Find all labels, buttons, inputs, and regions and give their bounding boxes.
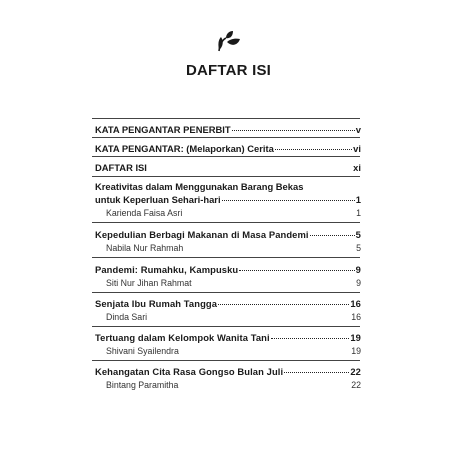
entry-page: v	[355, 124, 361, 135]
toc-author-5	[106, 346, 361, 356]
leader-dots	[218, 304, 349, 305]
entry-title: KATA PENGANTAR: (Melaporkan) Cerita	[95, 143, 274, 154]
toc-entry-3[interactable]	[95, 264, 361, 275]
author-name: Nabila Nur Rahmah	[106, 243, 184, 253]
toc-entry-front-1[interactable]	[95, 124, 361, 135]
author-name: Bintang Paramitha	[106, 380, 179, 390]
author-name: Dinda Sari	[106, 312, 148, 322]
entry-title: Senjata Ibu Rumah Tangga	[95, 298, 218, 309]
leader-dots	[232, 130, 355, 131]
entry-page: 9	[355, 264, 361, 275]
entry-title: Kepedulian Berbagi Makanan di Masa Pandemi	[95, 229, 309, 240]
author-name: Karienda Faisa Asri	[106, 208, 183, 218]
toc-author-2	[106, 243, 361, 253]
leaf-icon	[216, 30, 242, 52]
leader-dots	[239, 270, 354, 271]
divider	[92, 176, 360, 177]
entry-title-line1: Kreativitas dalam Menggunakan Barang Bekas	[95, 181, 304, 192]
divider	[92, 118, 360, 119]
author-page: 16	[351, 312, 361, 322]
entry-page: 1	[355, 194, 361, 205]
toc-entry-6[interactable]	[95, 366, 361, 377]
leader-dots	[284, 372, 349, 373]
divider	[92, 292, 360, 293]
entry-page: vi	[353, 143, 361, 154]
toc-entry-1[interactable]	[95, 181, 361, 205]
toc-author-4	[106, 312, 361, 322]
toc-author-1	[106, 208, 361, 218]
author-page: 1	[356, 208, 361, 218]
divider	[92, 257, 360, 258]
entry-title-line2: untuk Keperluan Sehari-hari	[95, 194, 221, 205]
toc-entry-5[interactable]	[95, 332, 361, 343]
toc-entry-2[interactable]	[95, 229, 361, 240]
author-name: Siti Nur Jihan Rahmat	[106, 278, 192, 288]
entry-title: DAFTAR ISI	[95, 162, 147, 173]
divider	[92, 137, 360, 138]
toc-entry-front-2[interactable]	[95, 143, 361, 154]
leader-dots	[275, 149, 352, 150]
entry-page: 19	[350, 332, 361, 343]
page-title: DAFTAR ISI	[185, 62, 272, 79]
divider	[92, 156, 360, 157]
entry-title: Pandemi: Rumahku, Kampusku	[95, 264, 239, 275]
author-page: 19	[351, 346, 361, 356]
leader-dots	[271, 338, 350, 339]
toc-entry-4[interactable]	[95, 298, 361, 309]
entry-title: Tertuang dalam Kelompok Wanita Tani	[95, 332, 270, 343]
entry-page: 16	[350, 298, 361, 309]
divider	[92, 222, 360, 223]
author-page: 5	[356, 243, 361, 253]
author-name: Shivani Syailendra	[106, 346, 179, 356]
toc-entry-front-3[interactable]	[95, 162, 361, 173]
entry-title: KATA PENGANTAR PENERBIT	[95, 124, 231, 135]
entry-title: Kehangatan Cita Rasa Gongso Bulan Juli	[95, 366, 284, 377]
entry-page: xi	[353, 162, 361, 173]
divider	[92, 360, 360, 361]
divider	[92, 326, 360, 327]
entry-page: 22	[350, 366, 361, 377]
leader-dots	[222, 200, 355, 201]
entry-page: 5	[355, 229, 361, 240]
toc-author-6	[106, 380, 361, 390]
toc-author-3	[106, 278, 361, 288]
author-page: 22	[351, 380, 361, 390]
leader-dots	[310, 235, 355, 236]
author-page: 9	[356, 278, 361, 288]
